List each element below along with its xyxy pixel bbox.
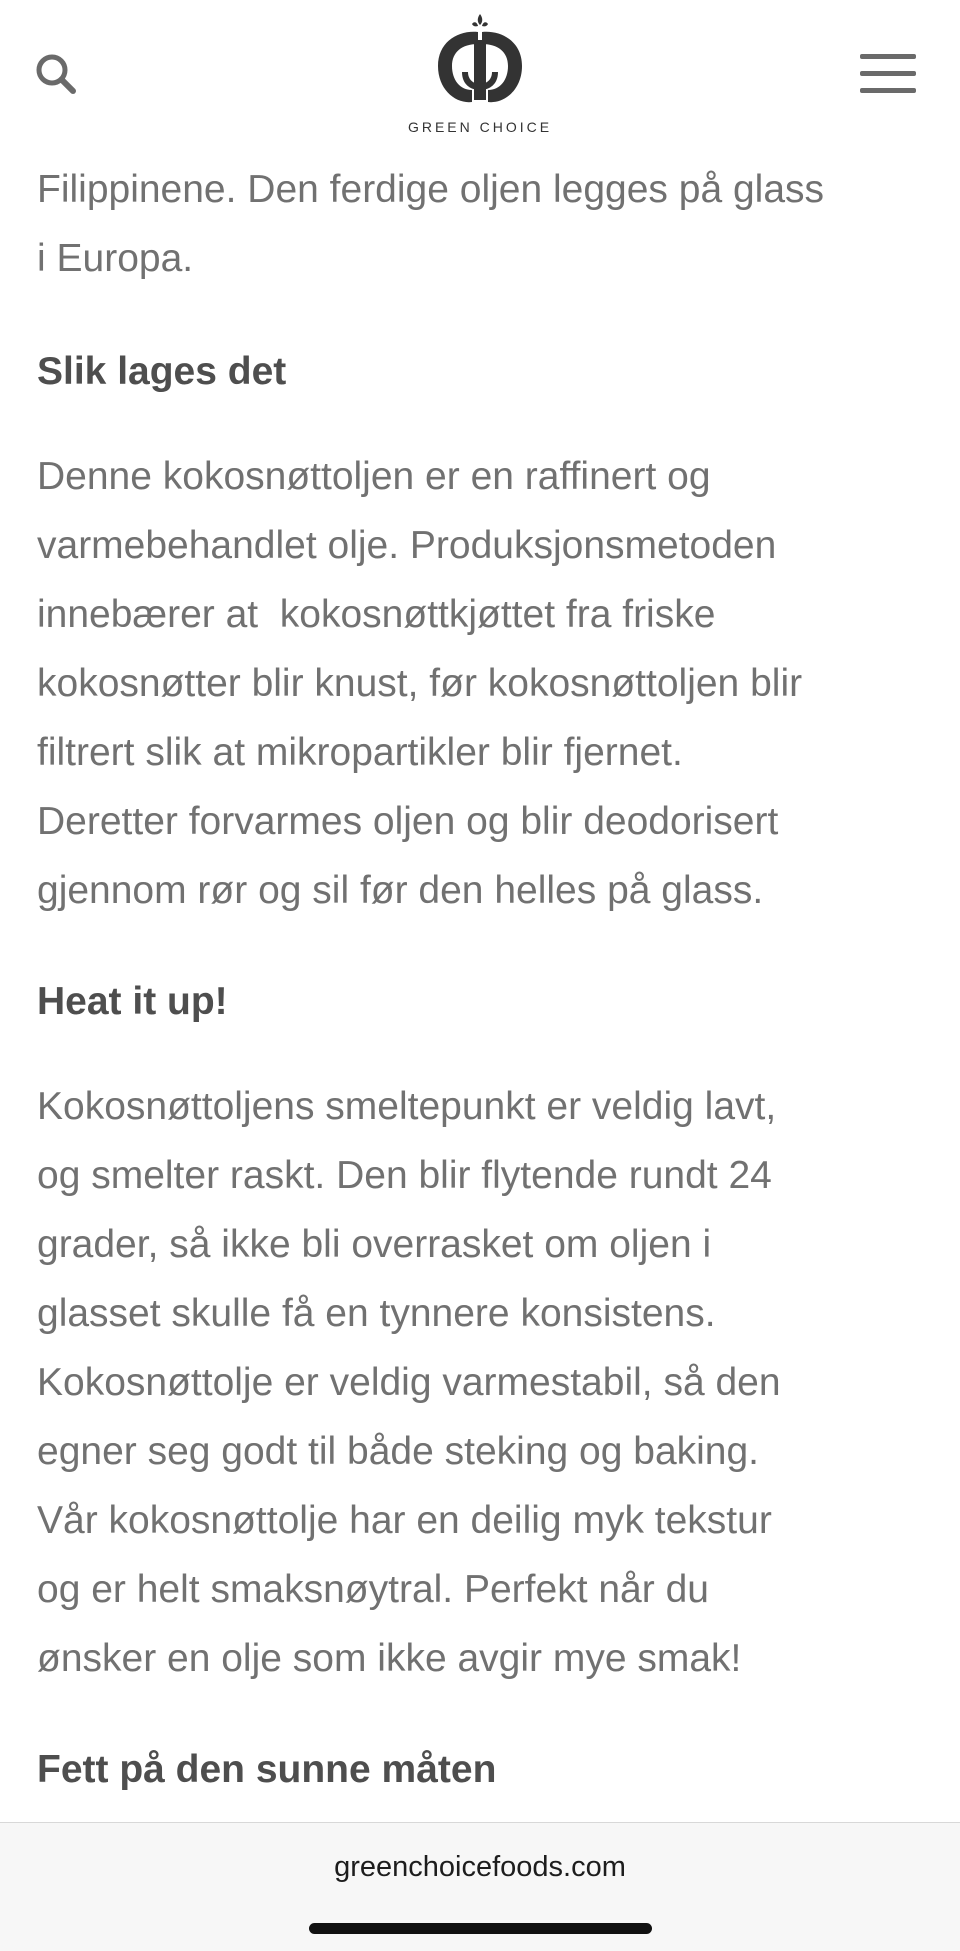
text-line: og smelter raskt. Den blir flytende rundt 24 [37, 1154, 772, 1197]
text-line: ønsker en olje som ikke avgir mye smak! [37, 1637, 742, 1680]
text-line: og er helt smaksnøytral. Perfekt når du [37, 1568, 709, 1611]
browser-address-bar[interactable] [0, 1822, 960, 1951]
text-line: gjennom rør og sil før den helles på glass. [37, 869, 764, 912]
text-line: varmebehandlet olje. Produksjonsmetoden [37, 524, 777, 567]
home-indicator[interactable] [309, 1923, 652, 1934]
section-heading: Fett på den sunne måten [37, 1748, 497, 1791]
text-line: kokosnøtter blir knust, før kokosnøttoljen blir [37, 662, 803, 705]
logo-text: GREEN CHOICE [407, 119, 553, 135]
site-header [0, 0, 960, 155]
text-line: Kokosnøttolje er veldig varmestabil, så den [37, 1361, 781, 1404]
hamburger-menu-icon [858, 50, 918, 100]
text-line: grader, så ikke bli overrasket om oljen i [37, 1223, 712, 1266]
text-line: Vår kokosnøttolje har en deilig myk tekstur [37, 1499, 772, 1542]
search-icon [34, 52, 78, 96]
text-line: Deretter forvarmes oljen og blir deodorisert [37, 800, 779, 843]
search-button[interactable] [34, 52, 78, 96]
section-paragraph [37, 1072, 781, 1693]
section-heading: Slik lages det [37, 350, 287, 393]
text-line: egner seg godt til både steking og baking. [37, 1430, 760, 1473]
text-line: Denne kokosnøttoljen er en raffinert og [37, 455, 711, 498]
text-line: i Europa. [37, 237, 194, 280]
text-line: innebærer at kokosnøttkjøttet fra friske [37, 593, 716, 636]
menu-button[interactable] [858, 50, 918, 100]
section-paragraph [37, 442, 802, 925]
green-choice-logo[interactable] [400, 10, 560, 145]
intro-paragraph [37, 155, 824, 293]
text-line: glasset skulle få en tynnere konsistens. [37, 1292, 716, 1335]
section-heading: Heat it up! [37, 980, 228, 1023]
text-line: Filippinene. Den ferdige oljen legges på glass [37, 168, 825, 211]
text-line: Kokosnøttoljens smeltepunkt er veldig lavt, [37, 1085, 777, 1128]
text-line: filtrert slik at mikropartikler blir fjernet. [37, 731, 683, 774]
url-text[interactable]: greenchoicefoods.com [334, 1851, 626, 1883]
